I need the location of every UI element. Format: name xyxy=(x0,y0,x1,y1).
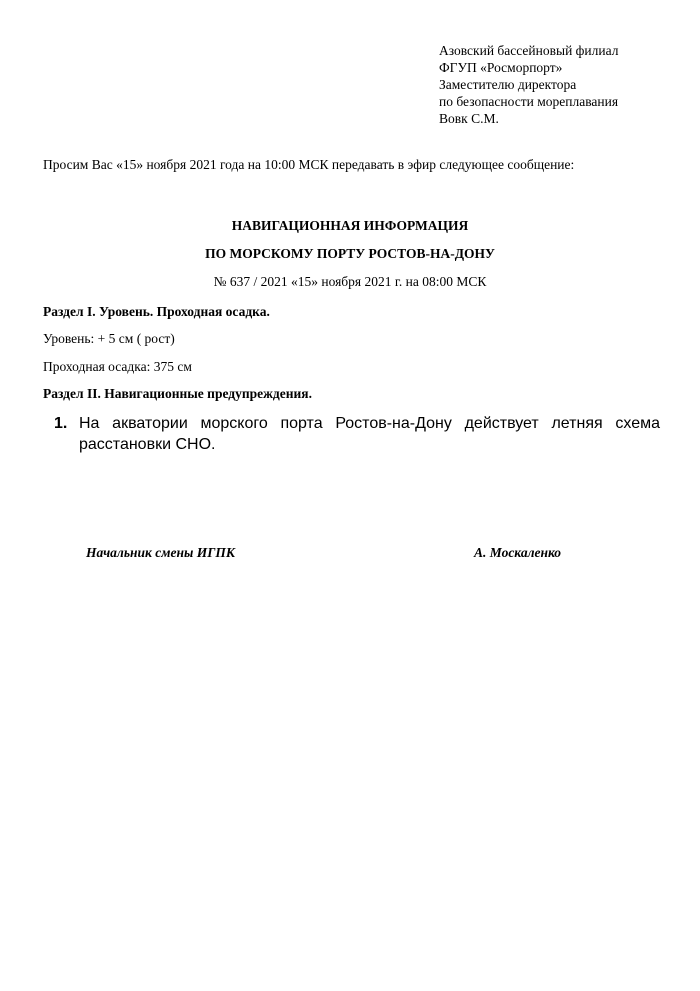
section-1-heading: Раздел I. Уровень. Проходная осадка. xyxy=(43,304,270,319)
document-title: НАВИГАЦИОННАЯ ИНФОРМАЦИЯ xyxy=(231,218,469,233)
addressee-line: Вовк С.М. xyxy=(439,111,499,126)
warning-item-number: 1. xyxy=(54,415,68,432)
addressee-line: Заместителю директора xyxy=(439,77,577,92)
document-subtitle: ПО МОРСКОМУ ПОРТУ РОСТОВ-НА-ДОНУ xyxy=(205,246,495,261)
section-2-heading: Раздел II. Навигационные предупреждения. xyxy=(43,386,312,401)
warning-item-text: На акватории морского порта Ростов-на-Дону действует летняя схема расстановки СНО. xyxy=(79,415,660,453)
request-text: Просим Вас «15» ноября 2021 года на 10:00 МСК передавать в эфир следующее сообщение: xyxy=(43,157,575,172)
addressee-line: по безопасности мореплавания xyxy=(439,94,619,109)
signature-name: А. Москаленко xyxy=(474,545,562,560)
water-level: Уровень: + 5 см ( рост) xyxy=(43,331,175,346)
warning-item xyxy=(54,413,660,455)
passing-draft: Проходная осадка: 375 см xyxy=(43,359,192,374)
addressee-line: Азовский бассейновый филиал xyxy=(439,43,619,58)
issue-number: № 637 / 2021 «15» ноября 2021 г. на 08:00 МСК xyxy=(213,274,487,289)
addressee-line: ФГУП «Росморпорт» xyxy=(439,60,563,75)
addressee-block xyxy=(439,42,618,127)
signature-role: Начальник смены ИГПК xyxy=(86,545,236,560)
